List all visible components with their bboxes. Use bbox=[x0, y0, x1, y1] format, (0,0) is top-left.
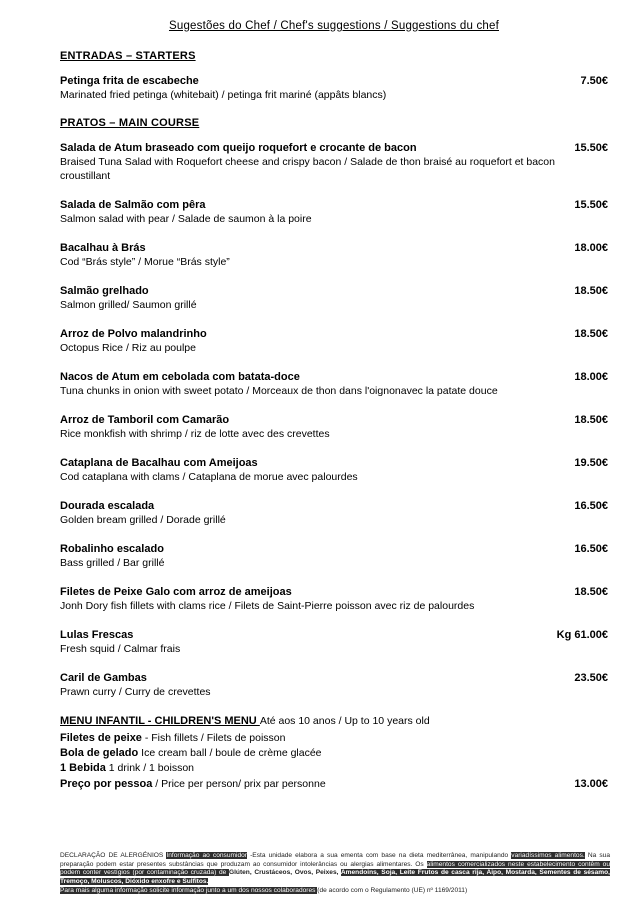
dish-price: 15.50€ bbox=[574, 142, 608, 154]
dish-description: Fresh squid / Calmar frais bbox=[60, 643, 181, 655]
menu-item bbox=[60, 241, 608, 269]
dish-description: Tuna chunks in onion with sweet potato / Morceaux de thon dans l'oignonavec la patate douce bbox=[60, 385, 498, 397]
menu-item bbox=[60, 327, 608, 355]
dish-name: Salada de Atum braseado com queijo roquefort e crocante de bacon bbox=[60, 142, 417, 154]
menu-item bbox=[60, 456, 608, 484]
footer-segment: Glúten, Crustáceos, Ovos, Peixes, bbox=[228, 869, 341, 877]
children-menu-item-desc: - Fish fillets / Filets de poisson bbox=[141, 732, 286, 744]
section-heading: ENTRADAS – STARTERS bbox=[60, 50, 196, 62]
dish-description: Marinated fried petinga (whitebait) / petinga frit mariné (appâts blancs) bbox=[60, 89, 387, 101]
menu-item-row bbox=[60, 284, 608, 298]
children-menu-age-note: Até aos 10 anos / Up to 10 years old bbox=[259, 715, 430, 727]
children-menu-line bbox=[60, 731, 608, 746]
dish-price: 7.50€ bbox=[580, 75, 608, 87]
dish-price: 18.50€ bbox=[574, 586, 608, 598]
footer-segment: Amendoins, Soja, Leite Frutos de casca rija, Aipo, Mostarda, Sementes de sésamo, Tremoço, Moluscos, Dióxido enxofre e Sulfitos. bbox=[60, 869, 610, 885]
menu-item bbox=[60, 499, 608, 527]
dish-price: 18.00€ bbox=[574, 371, 608, 383]
children-menu-price-left bbox=[60, 777, 326, 792]
children-menu bbox=[60, 714, 608, 792]
dish-name: Dourada escalada bbox=[60, 500, 155, 512]
dish-description: Braised Tuna Salad with Roquefort cheese and crispy bacon / Salade de thon braisé au roquefort et bacon croustillant bbox=[60, 156, 555, 182]
children-menu-price-desc: / Price per person/ prix par personne bbox=[152, 778, 326, 790]
menu-item-row bbox=[60, 74, 608, 88]
menu-item-row bbox=[60, 628, 608, 642]
dish-price: Kg 61.00€ bbox=[556, 629, 608, 641]
menu-item bbox=[60, 370, 608, 398]
footer-segment: (de acordo com o Regulamento (UE) nº 1169/2011) bbox=[317, 887, 468, 895]
children-menu-line bbox=[60, 746, 608, 761]
dish-name: Petinga frita de escabeche bbox=[60, 75, 199, 87]
children-menu-line bbox=[60, 761, 608, 776]
dish-price: 18.50€ bbox=[574, 285, 608, 297]
dish-description: Salmon grilled/ Saumon grillé bbox=[60, 299, 197, 311]
menu-item bbox=[60, 198, 608, 226]
menu-item bbox=[60, 628, 608, 656]
menu-item bbox=[60, 74, 608, 102]
children-menu-item-name: Bola de gelado bbox=[60, 747, 139, 759]
dish-name: Arroz de Polvo malandrinho bbox=[60, 328, 207, 340]
footer-paragraph bbox=[60, 887, 610, 896]
menu-item-row bbox=[60, 141, 608, 155]
children-menu-item-name: 1 Bebida bbox=[60, 762, 106, 774]
menu-item-row bbox=[60, 327, 608, 341]
dish-price: 18.50€ bbox=[574, 328, 608, 340]
menu-item bbox=[60, 671, 608, 699]
dish-name: Robalinho escalado bbox=[60, 543, 164, 555]
dish-description: Rice monkfish with shrimp / riz de lotte avec des crevettes bbox=[60, 428, 330, 440]
menu-item bbox=[60, 542, 608, 570]
dish-price: 16.50€ bbox=[574, 500, 608, 512]
menu-item-row bbox=[60, 198, 608, 212]
menu-item-row bbox=[60, 241, 608, 255]
footer-segment: variadíssimos alimentos. bbox=[511, 852, 585, 860]
page-title-text: Sugestões do Chef / Chef's suggestions / Suggestions du chef bbox=[168, 20, 499, 32]
children-menu-item-desc: 1 drink / 1 boisson bbox=[105, 762, 194, 774]
dish-name: Arroz de Tamboril com Camarão bbox=[60, 414, 230, 426]
children-menu-item-name: Filetes de peixe bbox=[60, 732, 142, 744]
allergen-declaration bbox=[60, 852, 610, 897]
menu-item bbox=[60, 585, 608, 613]
menu-item-row bbox=[60, 370, 608, 384]
children-menu-price: 13.00€ bbox=[574, 778, 608, 790]
dish-price: 16.50€ bbox=[574, 543, 608, 555]
dish-name: Nacos de Atum em cebolada com batata-doce bbox=[60, 371, 300, 383]
menu-item bbox=[60, 284, 608, 312]
children-menu-heading: MENU INFANTIL - CHILDREN'S MENU bbox=[60, 715, 260, 727]
children-menu-price-label: Preço por pessoa bbox=[60, 778, 153, 790]
dish-name: Cataplana de Bacalhau com Ameijoas bbox=[60, 457, 258, 469]
dish-description: Octopus Rice / Riz au poulpe bbox=[60, 342, 196, 354]
dish-name: Salmão grelhado bbox=[60, 285, 149, 297]
dish-description: Golden bream grilled / Dorade grillé bbox=[60, 514, 226, 526]
dish-name: Lulas Frescas bbox=[60, 629, 134, 641]
footer-segment: Informação ao consumidor bbox=[166, 852, 248, 860]
children-menu-heading-line bbox=[60, 714, 608, 729]
dish-price: 19.50€ bbox=[574, 457, 608, 469]
dish-description: Jonh Dory fish fillets with clams rice / Filets de Saint-Pierre poisson avec riz de palourdes bbox=[60, 600, 475, 612]
footer-paragraph bbox=[60, 852, 610, 886]
section-heading: PRATOS – MAIN COURSE bbox=[60, 117, 200, 129]
dish-description: Prawn curry / Curry de crevettes bbox=[60, 686, 211, 698]
dish-price: 18.50€ bbox=[574, 414, 608, 426]
dish-price: 23.50€ bbox=[574, 672, 608, 684]
dish-description: Salmon salad with pear / Salade de saumon à la poire bbox=[60, 213, 312, 225]
menu-item-row bbox=[60, 456, 608, 470]
children-menu-price-line bbox=[60, 777, 608, 792]
dish-name: Filetes de Peixe Galo com arroz de ameijoas bbox=[60, 586, 292, 598]
menu-item bbox=[60, 141, 608, 183]
dish-name: Caril de Gambas bbox=[60, 672, 147, 684]
footer-segment: Na sua preparação podem estar presentes substâncias que produzam ao consumidor intolerâncias ou alergias alimentares. Os bbox=[60, 852, 610, 868]
page-title bbox=[60, 20, 608, 32]
menu-item bbox=[60, 413, 608, 441]
menu-item-row bbox=[60, 413, 608, 427]
footer-segment: -Esta unidade elabora a sua ementa com base na dieta mediterrânea, manipulando bbox=[247, 852, 512, 860]
menu-sections bbox=[60, 50, 608, 699]
footer-segment: DECLARAÇÃO DE ALERGÉNIOS bbox=[60, 852, 167, 860]
dish-name: Salada de Salmão com pêra bbox=[60, 199, 206, 211]
dish-description: Bass grilled / Bar grillé bbox=[60, 557, 165, 569]
dish-description: Cod cataplana with clams / Cataplana de morue avec palourdes bbox=[60, 471, 358, 483]
menu-item-row bbox=[60, 671, 608, 685]
menu-item-row bbox=[60, 585, 608, 599]
dish-name: Bacalhau à Brás bbox=[60, 242, 146, 254]
dish-description: Cod “Brás style” / Morue “Brás style” bbox=[60, 256, 230, 268]
children-menu-item-desc: Ice cream ball / boule de crème glacée bbox=[138, 747, 322, 759]
dish-price: 18.00€ bbox=[574, 242, 608, 254]
footer-segment: Para mais alguma informação solicite informação junto a um dos nossos colaboradores bbox=[60, 887, 318, 895]
dish-price: 15.50€ bbox=[574, 199, 608, 211]
footer-segment: alimentos comercializados neste estabelecimento contêm ou podem conter vestígios (por contaminação cruzada) de bbox=[60, 860, 610, 877]
menu-item-row bbox=[60, 499, 608, 513]
menu-item-row bbox=[60, 542, 608, 556]
